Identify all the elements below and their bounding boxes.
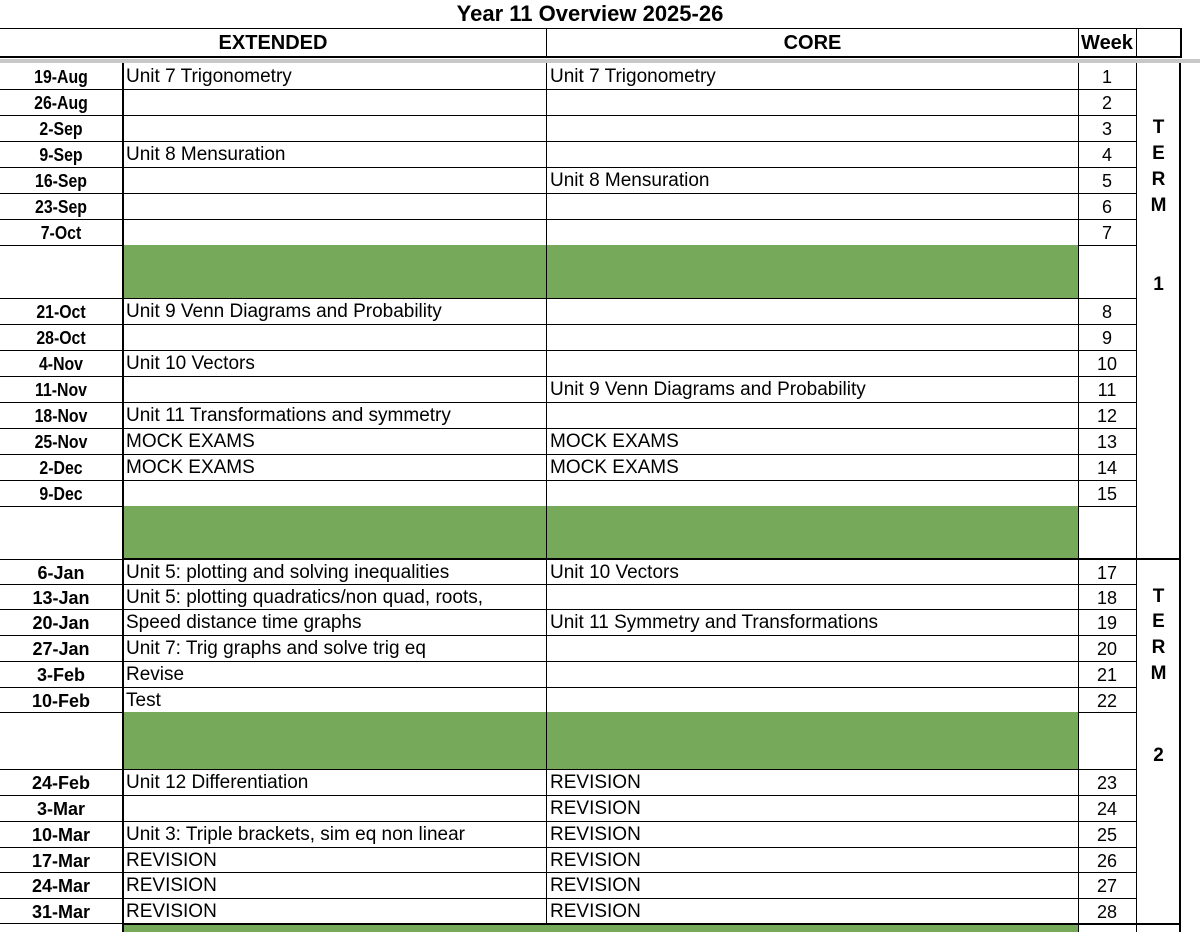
term-letter: E [1152, 143, 1165, 164]
core-cell[interactable]: REVISION [550, 772, 641, 793]
holiday-cell-core [547, 712, 1078, 769]
row-line [0, 480, 1137, 481]
date-cell[interactable]: 3-Feb [36, 665, 85, 685]
extended-cell[interactable]: MOCK EXAMS [126, 457, 255, 478]
week-cell[interactable]: 11 [1097, 380, 1117, 400]
extended-cell[interactable]: REVISION [126, 875, 217, 896]
week-cell[interactable]: 15 [1096, 484, 1118, 504]
extended-cell[interactable]: Unit 5: plotting quadratics/non quad, roots, [126, 587, 484, 608]
date-cell[interactable]: 25-Nov [34, 432, 88, 452]
term-letter: 2 [1153, 745, 1164, 766]
row-line [0, 89, 1137, 90]
core-cell[interactable]: Unit 8 Mensuration [550, 170, 710, 191]
extended-cell[interactable]: Unit 8 Mensuration [126, 144, 286, 165]
date-cell[interactable]: 3-Mar [36, 799, 85, 819]
date-cell[interactable]: 11-Nov [35, 380, 87, 400]
header-divider-week [1078, 28, 1079, 58]
week-cell[interactable]: 13 [1096, 432, 1118, 452]
week-cell[interactable]: 22 [1096, 691, 1118, 711]
week-cell[interactable]: 7 [1101, 223, 1112, 243]
core-cell[interactable]: REVISION [550, 824, 641, 845]
extended-cell[interactable]: Unit 7 Trigonometry [126, 66, 292, 87]
core-cell[interactable]: REVISION [550, 850, 641, 871]
core-cell[interactable]: Unit 11 Symmetry and Transformations [550, 612, 879, 633]
date-cell[interactable]: 10-Feb [31, 691, 91, 711]
week-cell[interactable]: 2 [1101, 93, 1112, 113]
term-letter: T [1152, 117, 1165, 138]
week-cell[interactable]: 21 [1096, 665, 1118, 685]
date-cell[interactable]: 7-Oct [40, 223, 82, 243]
header-top-line [0, 28, 1181, 29]
week-cell[interactable]: 26 [1096, 851, 1118, 871]
extended-cell[interactable]: REVISION [126, 901, 217, 922]
extended-cell[interactable]: Revise [126, 664, 185, 685]
core-cell[interactable]: MOCK EXAMS [550, 431, 679, 452]
date-cell[interactable]: 2-Sep [39, 119, 83, 139]
term-letter: M [1150, 195, 1167, 216]
extended-cell[interactable]: Unit 10 Vectors [126, 353, 255, 374]
core-cell[interactable]: Unit 10 Vectors [550, 562, 679, 583]
week-cell[interactable]: 23 [1096, 773, 1118, 793]
core-cell[interactable]: MOCK EXAMS [550, 457, 679, 478]
date-cell[interactable]: 13-Jan [32, 588, 90, 608]
extended-cell[interactable]: MOCK EXAMS [126, 431, 255, 452]
date-cell[interactable]: 27-Jan [32, 639, 90, 659]
week-cell[interactable]: 20 [1096, 639, 1118, 659]
date-cell[interactable]: 24-Feb [31, 773, 91, 793]
date-cell[interactable]: 26-Aug [34, 93, 88, 113]
week-cell[interactable]: 9 [1101, 328, 1112, 348]
term-letter: T [1152, 586, 1165, 607]
row-line [0, 115, 1137, 116]
date-cell[interactable]: 2-Dec [39, 458, 83, 478]
extended-cell[interactable]: Unit 7: Trig graphs and solve trig eq [126, 638, 426, 659]
date-cell[interactable]: 16-Sep [35, 171, 87, 191]
week-cell[interactable]: 19 [1096, 613, 1118, 633]
week-cell[interactable]: 24 [1096, 799, 1118, 819]
date-cell[interactable]: 19-Aug [34, 67, 88, 87]
holiday-cell-core [547, 245, 1078, 298]
extended-cell[interactable]: Unit 11 Transformations and symmetry [126, 405, 451, 426]
week-cell[interactable]: 14 [1096, 458, 1118, 478]
term-letter: R [1151, 637, 1166, 658]
week-column-divider [1078, 63, 1079, 932]
week-cell[interactable]: 3 [1101, 119, 1112, 139]
week-cell[interactable]: 12 [1096, 406, 1118, 426]
extended-cell[interactable]: Speed distance time graphs [126, 612, 362, 633]
page-title: Year 11 Overview 2025-26 [456, 1, 724, 26]
header-divider-core [546, 28, 547, 58]
term-break-line [122, 558, 1181, 560]
extended-cell[interactable]: Unit 9 Venn Diagrams and Probability [126, 301, 442, 322]
row-line [0, 219, 1137, 220]
header-divider-term [1136, 28, 1137, 58]
header-core: CORE [783, 32, 842, 54]
holiday-band [124, 925, 1078, 932]
holiday-cell-extended [124, 506, 546, 559]
week-cell[interactable]: 17 [1096, 563, 1118, 583]
holiday-cell-extended [124, 245, 546, 298]
week-cell[interactable]: 1 [1101, 67, 1112, 87]
date-cell[interactable]: 21-Oct [36, 302, 86, 322]
extended-cell[interactable]: REVISION [126, 850, 217, 871]
extended-cell[interactable]: Unit 3: Triple brackets, sim eq non linear [126, 824, 465, 845]
header-right-border [1180, 28, 1182, 58]
holiday-cell-core [547, 506, 1078, 559]
week-cell[interactable]: 6 [1101, 197, 1112, 217]
frozen-divider [0, 59, 1200, 63]
date-cell[interactable]: 31-Mar [31, 902, 91, 922]
date-cell[interactable]: 28-Oct [36, 328, 86, 348]
extended-cell[interactable]: Test [126, 690, 161, 711]
week-cell[interactable]: 18 [1096, 588, 1118, 608]
week-cell[interactable]: 10 [1096, 354, 1118, 374]
term-letter: 1 [1153, 274, 1164, 295]
date-cell[interactable]: 9-Dec [39, 484, 83, 504]
term-letter: R [1151, 169, 1166, 190]
date-cell[interactable]: 23-Sep [35, 197, 87, 217]
date-cell[interactable]: 17-Mar [31, 851, 91, 871]
core-cell[interactable]: REVISION [550, 798, 641, 819]
core-cell[interactable]: REVISION [550, 901, 641, 922]
week-cell[interactable]: 27 [1096, 876, 1118, 896]
core-cell[interactable]: REVISION [550, 875, 641, 896]
row-line [0, 193, 1137, 194]
date-cell[interactable]: 20-Jan [32, 613, 90, 633]
date-column-divider [122, 63, 124, 932]
extended-cell[interactable]: Unit 12 Differentiation [126, 772, 309, 793]
header-bottom-line [0, 56, 1181, 58]
date-cell[interactable]: 4-Nov [38, 354, 83, 374]
core-column-divider [546, 63, 547, 932]
week-cell[interactable]: 4 [1101, 145, 1112, 165]
core-cell[interactable]: Unit 7 Trigonometry [550, 66, 716, 87]
core-cell[interactable]: Unit 9 Venn Diagrams and Probability [550, 379, 866, 400]
header-extended: EXTENDED [218, 32, 328, 54]
date-cell[interactable]: 9-Sep [39, 145, 83, 165]
holiday-cell-extended [124, 712, 546, 769]
term-letter: M [1150, 663, 1167, 684]
header-week: Week [1081, 32, 1133, 54]
week-cell[interactable]: 25 [1096, 825, 1118, 845]
week-cell[interactable]: 8 [1101, 302, 1112, 322]
term-letter: E [1152, 611, 1165, 632]
row-line [0, 324, 1137, 325]
date-cell[interactable]: 18-Nov [34, 406, 88, 426]
week-cell[interactable]: 5 [1101, 171, 1112, 191]
date-cell[interactable]: 6-Jan [37, 563, 85, 583]
date-cell[interactable]: 24-Mar [31, 876, 91, 896]
week-cell[interactable]: 28 [1096, 902, 1118, 922]
date-cell[interactable]: 10-Mar [31, 825, 91, 845]
extended-cell[interactable]: Unit 5: plotting and solving inequalities [126, 562, 450, 583]
